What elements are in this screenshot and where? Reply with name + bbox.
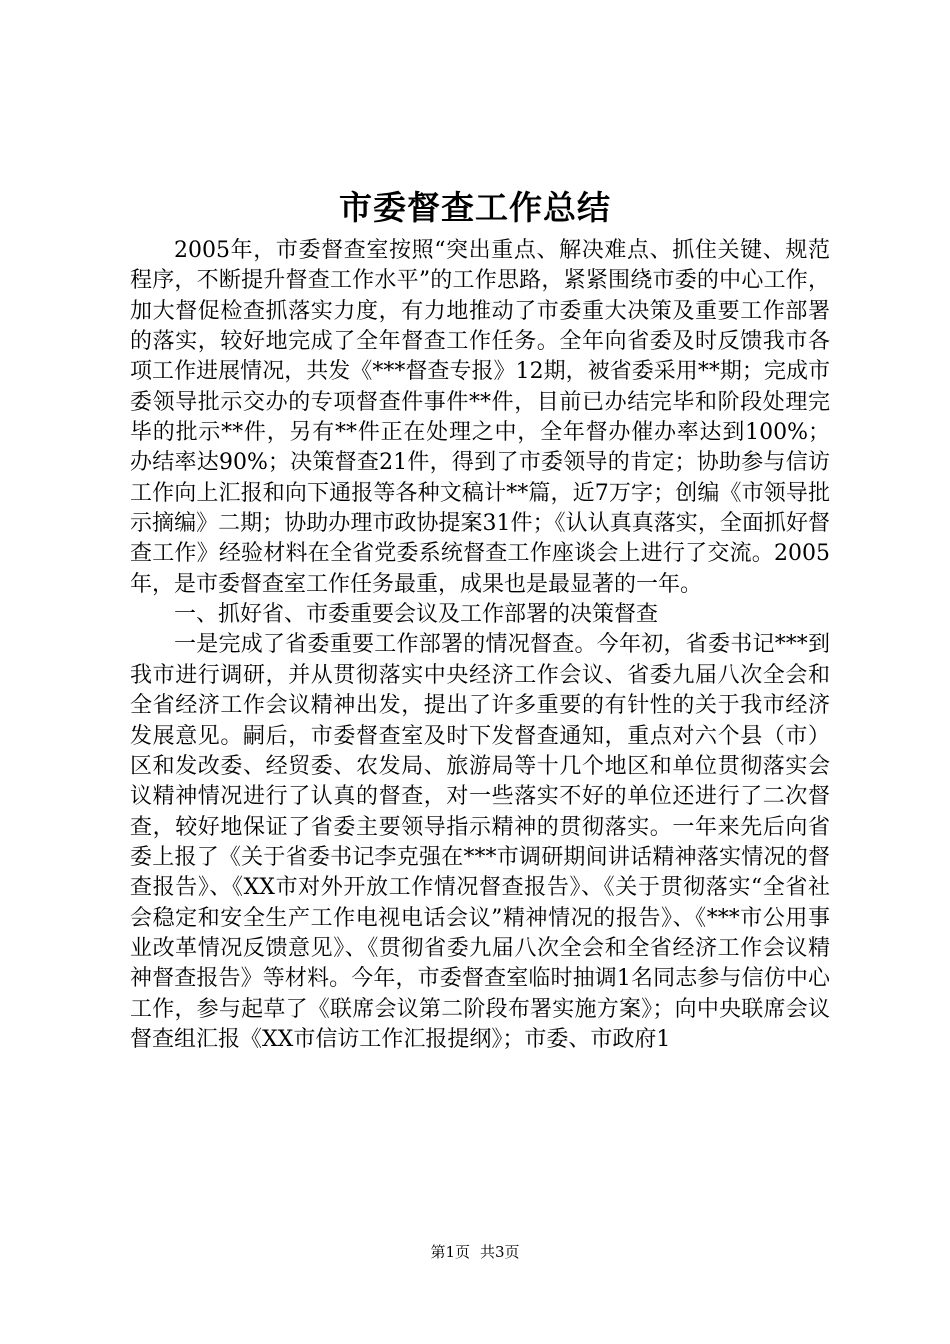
document-body xyxy=(130,236,830,1055)
paragraph-summary: 2005年，市委督查室按照“突出重点、解决难点、抓住关键、规范程序，不断提升督查工作水平”的工作思路，紧紧围绕市委的中心工作，加大督促检查抓落实力度，有力地推动了市委重大决策及重要工作部署的落实，较好地完成了全年督查工作任务。全年向省委及时反馈我市各项工作进展情况，共发《***督查专报》12期，被省委采用**期；完成市委领导批示交办的专项督查件事件**件，目前已办结完毕和阶段处理完毕的批示**件，另有**件正在处理之中，全年督办催办率达到100%；办结率达90%；决策督查21件，得到了市委领导的肯定；协助参与信访工作向上汇报和向下通报等各种文稿计**篇，近7万字；创编《市领导批示摘编》二期；协助办理市政协提案31件；《认认真真落实，全面抓好督查工作》经验材料在全省党委系统督查工作座谈会上进行了交流。2005年，是市委督查室工作任务最重，成果也是最显著的一年。 xyxy=(130,238,830,597)
page-footer xyxy=(0,1242,950,1262)
section-heading-1: 一、抓好省、市委重要会议及工作部署的决策督查 xyxy=(174,602,659,628)
paragraph-provincial-supervision: 一是完成了省委重要工作部署的情况督查。今年初，省委书记***到我市进行调研，并从贯彻落实中央经济工作会议、省委九届八次全会和全省经济工作会议精神出发，提出了许多重要的有针性的关于我市经济发展意见。嗣后，市委督查室及时下发督查通知，重点对六个县（市）区和发改委、经贸委、农发局、旅游局等十几个地区和单位贯彻落实会议精神情况进行了认真的督查，对一些落实不好的单位还进行了二次督查，较好地保证了省委主要领导指示精神的贯彻落实。一年来先后向省委上报了《关于省委书记李克强在***市调研期间讲话精神落实情况的督查报告》、《XX市对外开放工作情况督查报告》、《关于贯彻落实“全省社会稳定和安全生产工作电视电话会议”精神情况的报告》、《***市公用事业改革情况反馈意见》、《贯彻省委九届八次全会和全省经济工作会议精神督查报告》等材料。今年，市委督查室临时抽调1名同志参与信仿中心工作，参与起草了《联席会议第二阶段布署实施方案》；向中央联席会议督查组汇报《XX市信访工作汇报提纲》；市委、市政府1 xyxy=(130,632,830,1052)
page-total: 共3页 xyxy=(480,1243,520,1261)
page-number: 第1页 xyxy=(430,1243,470,1261)
document-title: 市委督查工作总结 xyxy=(339,188,611,227)
